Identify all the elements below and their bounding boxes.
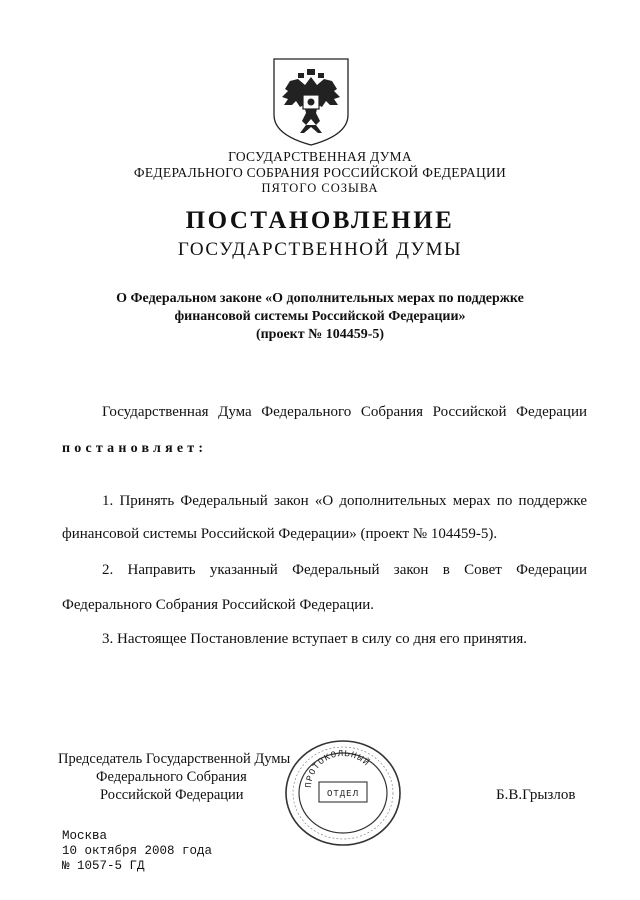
item-1-line2: финансовой системы Российской Федерации» (проект № 104459-5). (62, 526, 498, 542)
footer-city: Москва (62, 829, 108, 843)
resolves-word: постановляет: (62, 441, 208, 456)
duma-header-line3: ПЯТОГО СОЗЫВА (261, 181, 379, 195)
subject-line2: финансовой системы Российской Федерации» (174, 309, 466, 324)
duma-header-line1: ГОСУДАРСТВЕННАЯ ДУМА (228, 149, 412, 164)
duma-header-line2: ФЕДЕРАЛЬНОГО СОБРАНИЯ РОССИЙСКОЙ ФЕДЕРАЦИИ (133, 165, 507, 180)
official-stamp-icon (283, 738, 403, 848)
item-3-line1: 3. Настоящее Постановление вступает в силу со дня его принятия. (102, 631, 528, 647)
subject-line3: (проект № 104459-5) (255, 327, 385, 342)
signature-position-line3: Российской Федерации (100, 787, 244, 803)
stamp-top-text: ПРОТОКОЛЬНЫЙ (303, 748, 372, 789)
signature-position-line1: Председатель Государственной Думы (58, 751, 291, 767)
preamble: Государственная Дума Федерального Собрания Российской Федерации (102, 404, 587, 420)
item-2-line1: 2. Направить указанный Федеральный закон в Совет Федерации (102, 562, 587, 578)
footer-number: № 1057-5 ГД (62, 859, 145, 873)
document-title: ПОСТАНОВЛЕНИЕ (185, 207, 455, 234)
signature-position-line2: Федерального Собрания (96, 769, 247, 785)
footer-date: 10 октября 2008 года (62, 844, 213, 858)
item-1-line1: 1. Принять Федеральный закон «О дополнительных мерах по поддержке (102, 493, 587, 509)
item-2-line2: Федерального Собрания Российской Федерации. (62, 597, 375, 613)
coat-of-arms-emblem-icon (270, 55, 352, 147)
stamp-center-text: ОТДЕЛ (326, 789, 360, 799)
signatory-name: Б.В.Грызлов (496, 787, 576, 803)
document-subtitle: ГОСУДАРСТВЕННОЙ ДУМЫ (177, 239, 463, 260)
subject-line1: О Федеральном законе «О дополнительных мерах по поддержке (116, 291, 524, 306)
